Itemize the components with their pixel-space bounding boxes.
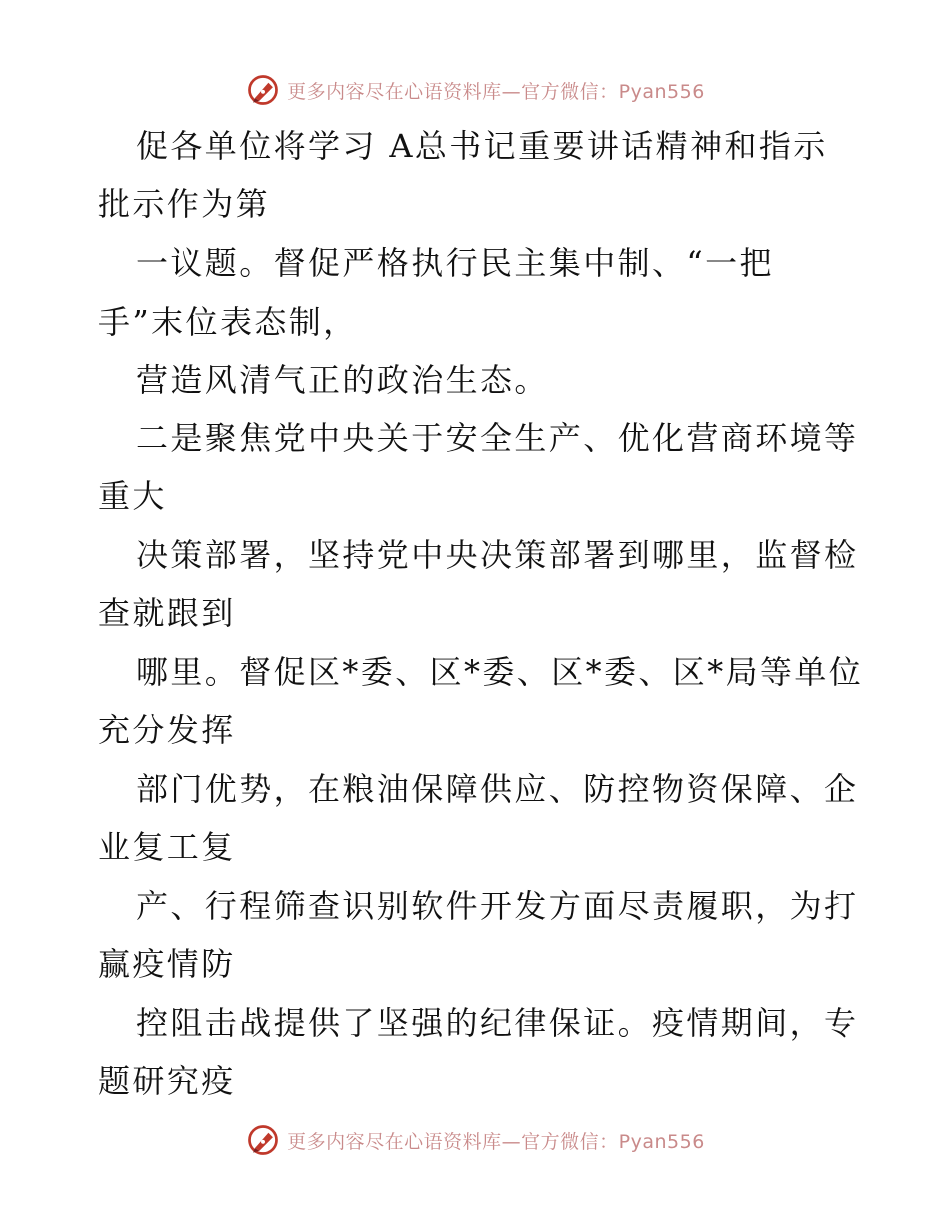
text-line: 决策部署，坚持党中央决策部署到哪里，监督检 [136,536,859,574]
text-line: 手”末位表态制， [98,303,358,341]
pen-logo-icon [245,1122,281,1158]
text-line: 促各单位将学习 A总书记重要讲话精神和指示 [136,127,828,165]
text-line: 业复工复 [98,828,236,866]
footer-banner-text: 更多内容尽在心语资料库—官方微信：Pyan556 [287,1130,705,1153]
text-line: 哪里。督促区*委、区*委、区*委、区*局等单位 [136,653,864,691]
text-line: 产、行程筛查识别软件开发方面尽责履职，为打 [136,887,859,925]
text-line: 控阻击战提供了坚强的纪律保证。疫情期间，专 [136,1004,859,1042]
footer-banner [0,1118,950,1162]
text-line: 题研究疫 [98,1062,236,1100]
text-line: 查就跟到 [98,594,236,632]
text-line: 重大 [98,477,167,515]
pen-logo-icon [245,72,281,108]
text-line: 批示作为第 [98,185,271,223]
text-line: 二是聚焦党中央关于安全生产、优化营商环境等 [136,419,859,457]
header-banner [0,68,950,112]
text-line: 充分发挥 [98,711,236,749]
header-banner-text: 更多内容尽在心语资料库—官方微信：Pyan556 [287,80,705,103]
text-line: 部门优势，在粮油保障供应、防控物资保障、企 [136,770,859,808]
text-line: 营造风清气正的政治生态。 [136,361,549,399]
text-line: 赢疫情防 [98,945,236,983]
text-line: 一议题。督促严格执行民主集中制、“一把 [136,244,774,282]
